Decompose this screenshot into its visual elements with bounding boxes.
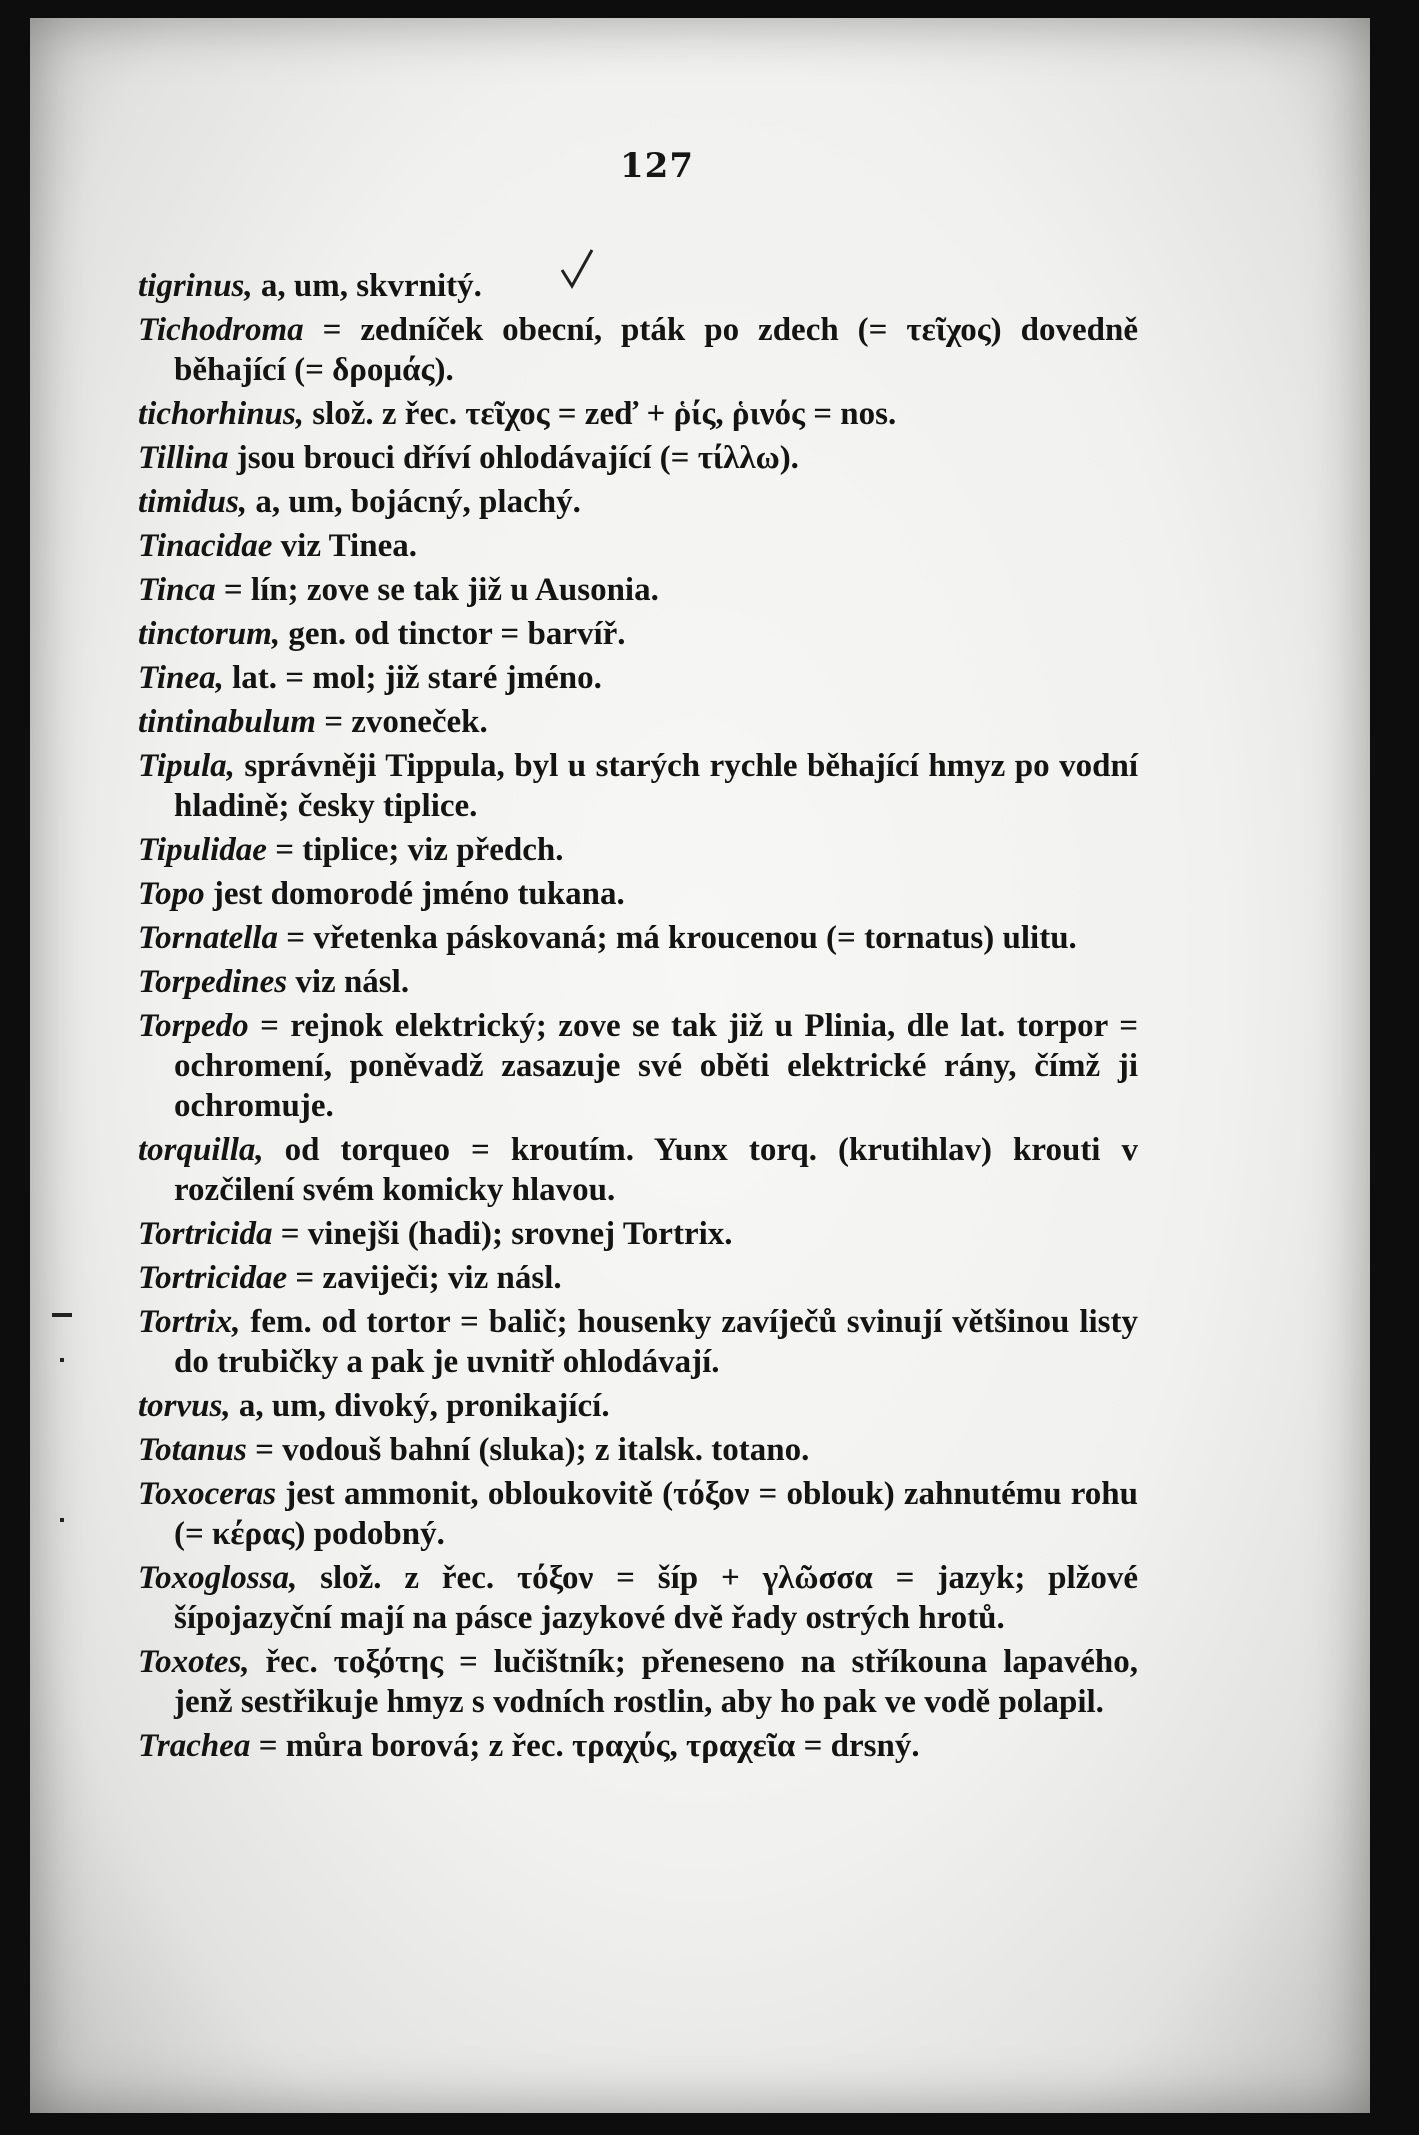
entry-text: jsou brouci dříví ohlodávající (= τίλλω). <box>236 440 799 476</box>
margin-dash-mark <box>52 1313 72 1317</box>
entry-text: jest ammonit, obloukovitě (τόξον = oblouk) zahnutému rohu (= κέρας) podobný. <box>174 1476 1138 1552</box>
margin-dot-mark <box>60 1358 64 1362</box>
entry <box>138 1558 1138 1638</box>
entry <box>138 658 1138 698</box>
entry-head: Tornatella <box>138 920 278 956</box>
entry-text: a, um, divoký, pronikající. <box>238 1388 610 1424</box>
entry-text: = zaviječi; viz násl. <box>295 1260 562 1296</box>
entry-head: Torpedines <box>138 964 288 1000</box>
entry-head: timidus, <box>138 484 248 520</box>
entry-head: tintinabulum <box>138 704 316 740</box>
entry <box>138 266 1138 306</box>
entry <box>138 1006 1138 1126</box>
entry-text: = lín; zove se tak již u Ausonia. <box>223 572 659 608</box>
entry-head: Toxotes, <box>138 1644 250 1680</box>
entry <box>138 1214 1138 1254</box>
entry <box>138 1130 1138 1210</box>
entry <box>138 526 1138 566</box>
entry-text: = vřetenka páskovaná; má kroucenou (= tornatus) ulitu. <box>286 920 1077 956</box>
entry <box>138 438 1138 478</box>
entry-text: řec. τοξότης = lučištník; přeneseno na stříkouna lapavého, jenž sestřikuje hmyz s vodních rostlin, aby ho pak ve vodě polapil. <box>174 1644 1138 1720</box>
entry-text: jest domorodé jméno tukana. <box>212 876 625 912</box>
entry-head: Tipulidae <box>138 832 267 868</box>
entry-text: viz násl. <box>295 964 410 1000</box>
entry-text: od torqueo = kroutím. Yunx torq. (krutihlav) krouti v rozčilení svém komicky hlavou. <box>174 1132 1139 1208</box>
entry-head: Toxoglossa, <box>138 1560 298 1596</box>
entry <box>138 394 1138 434</box>
entry-text: lat. = mol; již staré jméno. <box>232 660 602 696</box>
entry-head: Tortricida <box>138 1216 273 1252</box>
entry-text: = vinejši (hadi); srovnej Tortrix. <box>280 1216 733 1252</box>
entry-text: fem. od tortor = balič; housenky zavíječů svinují většinou listy do trubičky a pak je uvnitř ohlodávají. <box>174 1304 1138 1380</box>
entry-text: a, um, skvrnitý. <box>260 268 482 304</box>
entry-head: tinctorum, <box>138 616 281 652</box>
entry-text: slož. z řec. τόξον = šíp + γλῶσσα = jazyk; plžové šípojazyční mají na pásce jazykové dvě řady ostrých hrotů. <box>174 1560 1138 1636</box>
entry <box>138 702 1138 742</box>
entry <box>138 1726 1138 1766</box>
entry-text: = rejnok elektrický; zove se tak již u Plinia, dle lat. torpor = ochromení, poněvadž zasazuje své oběti elektrické rány, čímž ji ochromuje. <box>174 1008 1138 1124</box>
entry-head: Tortrix, <box>138 1304 241 1340</box>
entry <box>138 918 1138 958</box>
entry-head: Tichodroma <box>138 312 304 348</box>
entry-text: = tiplice; viz předch. <box>275 832 564 868</box>
entry-head: torquilla, <box>138 1132 264 1168</box>
entry-head: Totanus <box>138 1432 247 1468</box>
entry-head: tichorhinus, <box>138 396 304 432</box>
entry <box>138 1430 1138 1470</box>
entry-text: a, um, bojácný, plachý. <box>255 484 581 520</box>
entry-head: Tillina <box>138 440 229 476</box>
entry-head: Tinca <box>138 572 216 608</box>
entry <box>138 614 1138 654</box>
entry-text: gen. od tinctor = barvíř. <box>288 616 626 652</box>
entry-text: = zedníček obecní, pták po zdech (= τεῖχος) dovedně běhající (= δρομάς). <box>174 312 1138 388</box>
entry-head: Tortricidae <box>138 1260 288 1296</box>
entry-text: správněji Tippula, byl u starých rychle běhající hmyz po vodní hladině; česky tiplice. <box>174 748 1138 824</box>
book-page <box>30 18 1370 2113</box>
entry-head: Toxoceras <box>138 1476 277 1512</box>
entry-head: Tinea, <box>138 660 224 696</box>
entry <box>138 830 1138 870</box>
entry <box>138 1302 1138 1382</box>
entry <box>138 1642 1138 1722</box>
entry-head: torvus, <box>138 1388 231 1424</box>
entry-head: tigrinus, <box>138 268 253 304</box>
entry <box>138 482 1138 522</box>
entry-text: = vodouš bahní (sluka); z italsk. totano. <box>255 1432 810 1468</box>
entry <box>138 1474 1138 1554</box>
dictionary-entries <box>138 266 1138 1770</box>
entry <box>138 570 1138 610</box>
entry-text: = můra borová; z řec. τραχύς, τραχεῖα = drsný. <box>258 1728 920 1764</box>
entry <box>138 962 1138 1002</box>
entry-head: Tipula, <box>138 748 235 784</box>
entry <box>138 310 1138 390</box>
entry-text: = zvoneček. <box>324 704 488 740</box>
entry-head: Trachea <box>138 1728 251 1764</box>
entry <box>138 746 1138 826</box>
margin-dot-mark <box>60 1518 64 1522</box>
entry <box>138 874 1138 914</box>
entry-head: Topo <box>138 876 205 912</box>
entry-head: Tinacidae <box>138 528 273 564</box>
entry <box>138 1258 1138 1298</box>
entry-text: slož. z řec. τεῖχος = zeď + ῥίς, ῥινός = nos. <box>312 396 897 432</box>
entry <box>138 1386 1138 1426</box>
entry-text: viz Tinea. <box>280 528 417 564</box>
entry-head: Torpedo <box>138 1008 249 1044</box>
page-number: 127 <box>620 146 694 186</box>
